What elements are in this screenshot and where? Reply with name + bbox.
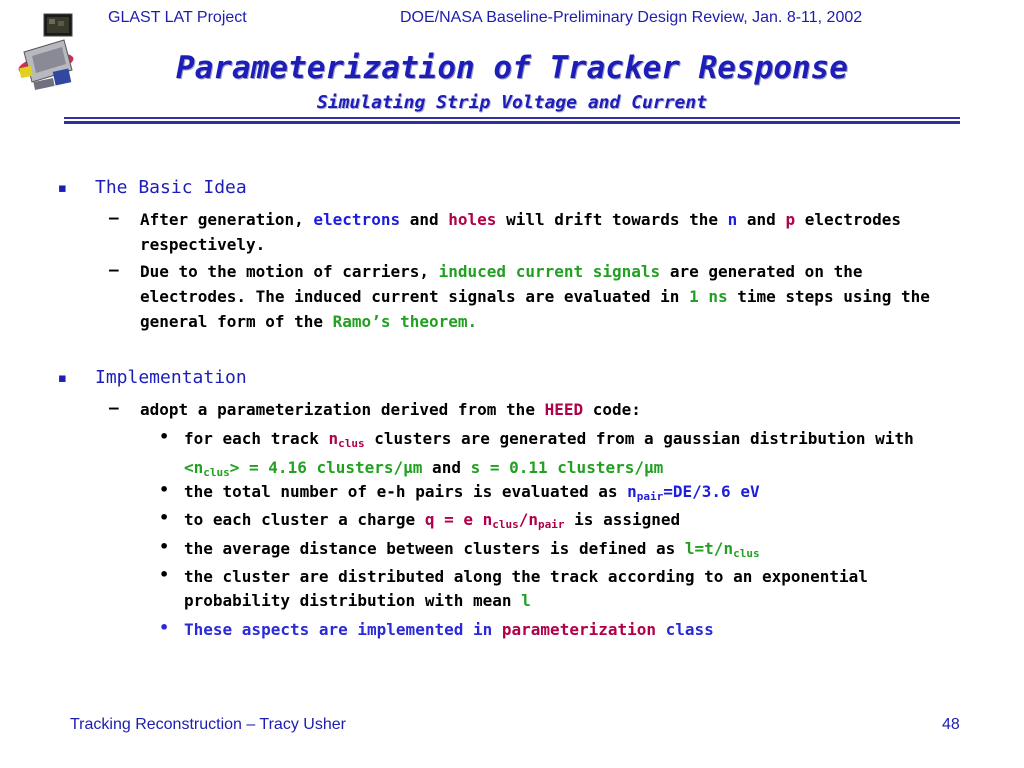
- implementation-subitem-3: to each cluster a charge q = e $n_{clus}/n_{pair}$ is assigned: [184, 510, 681, 531]
- dot-bullet: •: [159, 508, 170, 527]
- bullet-square-icon: ▪: [58, 371, 67, 386]
- term-1ns: 1 ns: [689, 287, 728, 306]
- dash-bullet: –: [109, 398, 119, 417]
- basic-idea-item-1: After generation, electrons and holes will drift towards the n and p electrodes respectively.: [140, 210, 902, 254]
- dot-bullet: •: [159, 480, 170, 499]
- term-ramo: Ramo’s theorem.: [332, 312, 478, 331]
- implementation-subitem-1: for each track $n_{clus}$ clusters are generated from a gaussian distribution with $<n_{clus}> = 4.16$ clusters/µm and s = 0.11 clusters/µm: [184, 429, 914, 479]
- implementation-subitem-2: the total number of e-h pairs is evaluated as $n_{pair}=DE/3.6$ eV: [184, 482, 760, 503]
- term-holes: holes: [448, 210, 497, 229]
- dash-bullet: –: [109, 260, 119, 279]
- header-review: DOE/NASA Baseline-Preliminary Design Review, Jan. 8-11, 2002: [400, 9, 863, 26]
- implementation-subitem-6: These aspects are implemented in parameterization class: [184, 620, 714, 639]
- section-heading-implementation: Implementation: [95, 367, 247, 388]
- implementation-subitem-4: the average distance between clusters is defined as $l=t/n_{clus}$: [184, 539, 760, 560]
- term-parameterization: parameterization: [501, 620, 657, 639]
- term-electrons: electrons: [313, 210, 401, 229]
- term-n: n: [727, 210, 738, 229]
- title-rule-thick: [64, 121, 960, 124]
- dot-bullet: •: [159, 537, 170, 556]
- page-number: 48: [942, 716, 960, 733]
- term-p: p: [785, 210, 796, 229]
- implementation-subitem-5: the cluster are distributed along the track according to an exponential probability distribution with mean l: [184, 567, 868, 610]
- implementation-item-1: adopt a parameterization derived from the HEED code:: [140, 400, 641, 419]
- slide-subtitle: Simulating Strip Voltage and Current: [316, 92, 708, 113]
- basic-idea-item-2: Due to the motion of carriers, induced current signals are generated on the electrodes. The induced current signals are evaluated in 1 ns time steps using the general form of the Ramo’s theorem.: [140, 262, 930, 331]
- dot-bullet: •: [159, 565, 170, 584]
- term-heed: HEED: [544, 400, 584, 419]
- dot-bullet: •: [159, 427, 170, 446]
- dot-bullet: •: [159, 618, 170, 637]
- bullet-square-icon: ▪: [58, 181, 67, 196]
- title-rule-thin: [64, 117, 960, 119]
- dash-bullet: –: [109, 208, 119, 227]
- term-induced-current: induced current signals: [438, 262, 661, 281]
- section-heading-basic-idea: The Basic Idea: [95, 177, 247, 198]
- footer-author: Tracking Reconstruction – Tracy Usher: [70, 716, 346, 733]
- header-project: GLAST LAT Project: [108, 9, 247, 26]
- slide-title: Parameterization of Tracker Response: [176, 50, 848, 86]
